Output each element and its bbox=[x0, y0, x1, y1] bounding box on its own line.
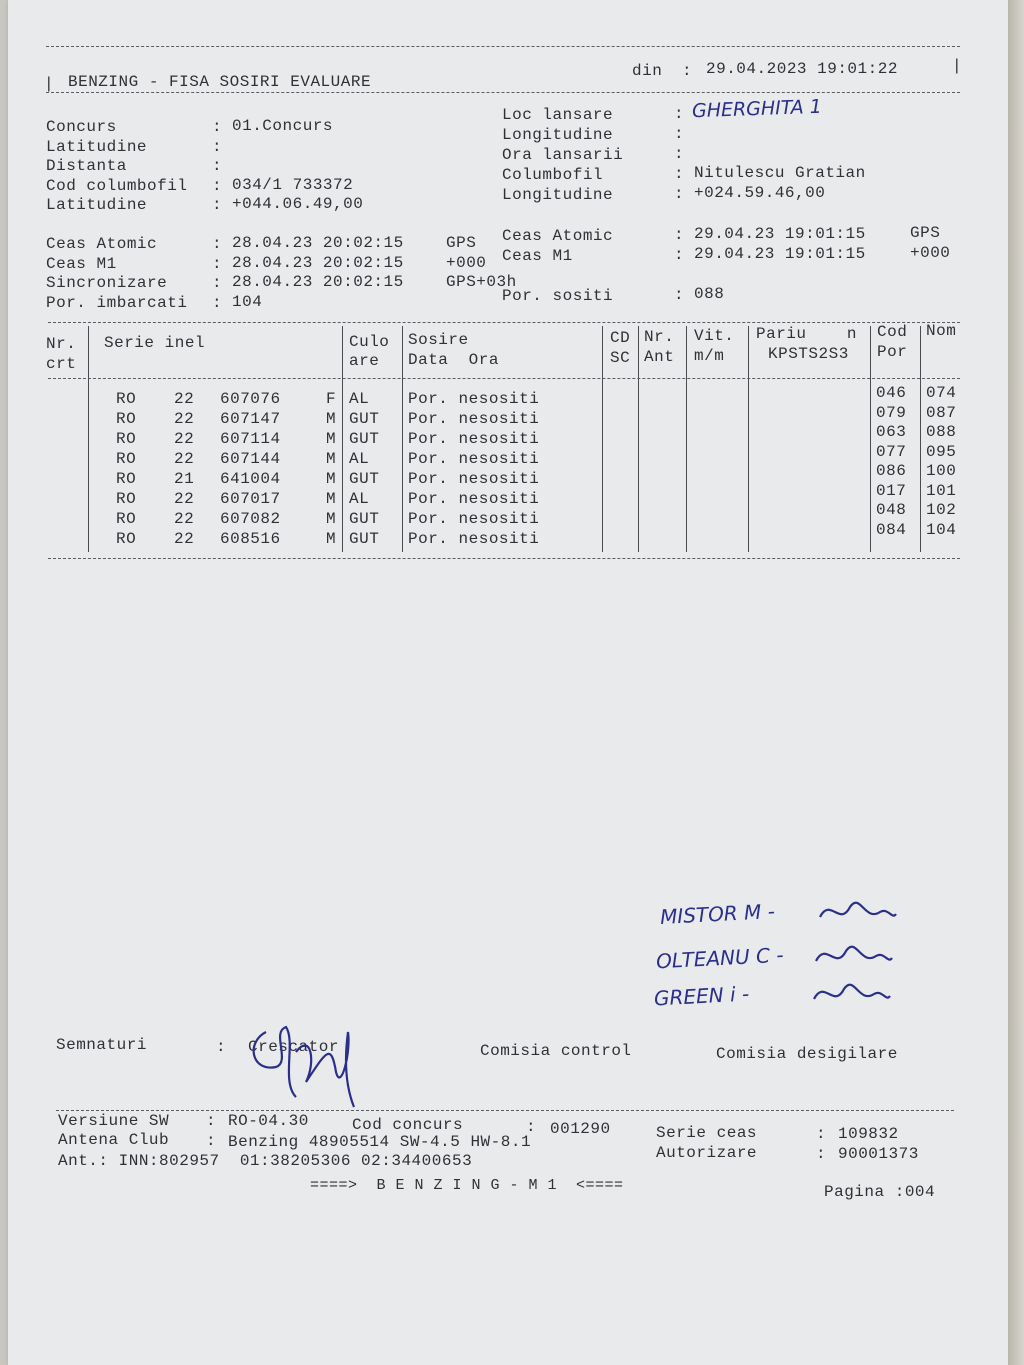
brand-line: ====> B E N Z I N G - M 1 <==== bbox=[310, 1177, 624, 1194]
left-info-sep: : bbox=[212, 157, 223, 175]
row-cod-por: 077 bbox=[876, 442, 907, 461]
row-ring: 607144 bbox=[220, 450, 281, 468]
clock-left-sep: : bbox=[212, 235, 223, 253]
header-bottom-rule bbox=[46, 92, 960, 93]
right-info-sep: : bbox=[674, 105, 685, 123]
th-kpsts: KPSTS2S3 bbox=[768, 345, 849, 363]
row-status: Por. nesositi bbox=[408, 430, 540, 448]
antena-value: Benzing 48905514 SW-4.5 HW-8.1 bbox=[228, 1133, 532, 1151]
row-color: AL bbox=[349, 450, 370, 468]
row-nom: 104 bbox=[926, 520, 957, 539]
clock-left-suffix: +000 bbox=[446, 254, 487, 272]
row-sex: M bbox=[326, 490, 337, 508]
page-number: Pagina :004 bbox=[824, 1183, 936, 1201]
table-column-line bbox=[402, 326, 403, 552]
table-column-line bbox=[686, 326, 687, 552]
comisia-control-label: Comisia control bbox=[480, 1042, 632, 1060]
right-info-sep: : bbox=[674, 165, 685, 183]
row-year: 22 bbox=[174, 450, 195, 468]
th-mm: m/m bbox=[694, 347, 725, 365]
row-year: 22 bbox=[174, 410, 195, 428]
row-cod-por: 086 bbox=[876, 462, 907, 480]
clock-left-value: 28.04.23 20:02:15 bbox=[232, 273, 404, 291]
th-are: are bbox=[349, 352, 380, 370]
serie-ceas-value: 109832 bbox=[838, 1125, 899, 1143]
th-serie: Serie inel bbox=[104, 334, 206, 352]
table-column-line bbox=[920, 326, 921, 552]
th-vit: Vit. bbox=[694, 327, 735, 345]
row-ring: 607076 bbox=[220, 390, 281, 408]
clock-left-label: Ceas M1 bbox=[46, 255, 117, 273]
th-cd: CD bbox=[610, 329, 631, 347]
autorizare-value: 90001373 bbox=[838, 1145, 919, 1163]
row-nom: 087 bbox=[926, 403, 957, 422]
row-color: GUT bbox=[349, 410, 380, 428]
table-column-line bbox=[748, 326, 749, 552]
left-info-label: Concurs bbox=[46, 118, 117, 136]
table-column-line bbox=[88, 326, 89, 552]
th-nr: Nr. bbox=[46, 335, 77, 353]
row-color: GUT bbox=[349, 530, 380, 548]
serie-ceas-label: Serie ceas bbox=[656, 1124, 758, 1142]
right-info-sep: : bbox=[674, 145, 685, 163]
table-column-line bbox=[638, 326, 639, 552]
left-info-value: 034/1 733372 bbox=[232, 175, 354, 194]
row-sex: F bbox=[326, 390, 337, 408]
right-info-value: Nitulescu Gratian bbox=[694, 164, 866, 182]
serie-ceas-sep: : bbox=[816, 1125, 827, 1143]
row-status: Por. nesositi bbox=[408, 510, 540, 528]
right-info-label: Longitudine bbox=[502, 126, 614, 144]
autorizare-label: Autorizare bbox=[656, 1144, 758, 1162]
clock-right-value: 29.04.23 19:01:15 bbox=[694, 245, 866, 263]
row-status: Por. nesositi bbox=[408, 390, 540, 408]
table-column-line bbox=[602, 326, 603, 552]
signatures-sep: : bbox=[216, 1038, 227, 1056]
row-country: RO bbox=[116, 530, 137, 548]
left-info-value: +044.06.49,00 bbox=[232, 195, 364, 213]
row-cod-por: 046 bbox=[876, 384, 907, 402]
row-year: 22 bbox=[174, 490, 195, 508]
versiune-sep: : bbox=[206, 1112, 217, 1130]
row-cod-por: 084 bbox=[876, 520, 907, 539]
row-country: RO bbox=[116, 450, 137, 468]
row-year: 21 bbox=[174, 470, 195, 488]
row-color: AL bbox=[349, 390, 370, 408]
clock-left-value: 104 bbox=[232, 293, 263, 311]
left-info-label: Distanta bbox=[46, 157, 127, 175]
left-info-label: Latitudine bbox=[46, 137, 148, 156]
clock-left-sep: : bbox=[212, 294, 223, 312]
handwritten-note: OLTEANU C - bbox=[655, 942, 785, 974]
crescator-label: Crescator bbox=[248, 1038, 339, 1056]
clock-right-label: Ceas Atomic bbox=[502, 227, 614, 245]
left-info-value: 01.Concurs bbox=[232, 117, 334, 135]
th-nom: Nom bbox=[926, 322, 957, 340]
ant-line: Ant.: INN:802957 01:38205306 02:34400653 bbox=[58, 1152, 473, 1170]
row-sex: M bbox=[326, 430, 337, 448]
right-info-label: Longitudine bbox=[502, 186, 614, 204]
row-ring: 607147 bbox=[220, 410, 281, 428]
versiune-label: Versiune SW bbox=[58, 1112, 170, 1130]
right-info-label: Ora lansarii bbox=[502, 146, 624, 164]
crescator-signature bbox=[236, 1012, 366, 1112]
row-cod-por: 063 bbox=[876, 423, 907, 441]
handwritten-note: GREEN i - bbox=[653, 981, 750, 1011]
th-por: Por bbox=[877, 343, 908, 361]
table-column-line bbox=[342, 326, 343, 552]
left-info-label: Cod columbofil bbox=[46, 176, 188, 195]
date-label: din bbox=[632, 62, 663, 80]
th-ant: Ant bbox=[644, 348, 675, 366]
right-info-sep: : bbox=[674, 125, 685, 143]
left-info-sep: : bbox=[212, 176, 223, 195]
row-color: GUT bbox=[349, 510, 380, 528]
row-nom: 088 bbox=[926, 423, 957, 441]
clock-right-sep: : bbox=[674, 226, 685, 244]
header-right-bar: | bbox=[952, 57, 963, 75]
clock-right-sep: : bbox=[674, 286, 685, 304]
left-info-sep: : bbox=[212, 118, 223, 136]
document-title: BENZING - FISA SOSIRI EVALUARE bbox=[68, 73, 372, 91]
antena-label: Antena Club bbox=[58, 1131, 170, 1149]
row-ring: 641004 bbox=[220, 470, 281, 488]
th-cod: Cod bbox=[877, 323, 908, 341]
cod-concurs-label: Cod concurs bbox=[352, 1116, 464, 1134]
right-info-sep: : bbox=[674, 185, 685, 203]
left-info-sep: : bbox=[212, 137, 223, 156]
versiune-value: RO-04.30 bbox=[228, 1112, 309, 1130]
cod-concurs-value: 001290 bbox=[550, 1120, 611, 1138]
row-year: 22 bbox=[174, 510, 195, 528]
row-country: RO bbox=[116, 510, 137, 528]
paper-stack-edge bbox=[1008, 0, 1024, 1365]
clock-right-value: 29.04.23 19:01:15 bbox=[694, 225, 866, 243]
row-cod-por: 017 bbox=[876, 481, 907, 500]
row-nom: 102 bbox=[926, 501, 957, 519]
row-year: 22 bbox=[174, 390, 195, 408]
row-sex: M bbox=[326, 510, 337, 528]
th-data-ora: Data Ora bbox=[408, 351, 499, 369]
right-info-label: Loc lansare bbox=[502, 106, 614, 124]
handwritten-initials bbox=[810, 892, 900, 932]
clock-left-suffix: GPS bbox=[446, 234, 477, 252]
row-nom: 095 bbox=[926, 442, 957, 461]
row-nom: 074 bbox=[926, 384, 957, 402]
table-header-rule bbox=[48, 378, 960, 379]
clock-left-value: 28.04.23 20:02:15 bbox=[232, 254, 404, 272]
row-color: AL bbox=[349, 490, 370, 508]
row-ring: 607017 bbox=[220, 490, 281, 508]
row-status: Por. nesositi bbox=[408, 450, 540, 468]
row-country: RO bbox=[116, 390, 137, 408]
handwritten-note: MISTOR M - bbox=[659, 899, 776, 929]
row-color: GUT bbox=[349, 430, 380, 448]
row-year: 22 bbox=[174, 530, 195, 548]
th-crt: crt bbox=[46, 355, 77, 373]
table-column-line bbox=[870, 326, 871, 552]
cod-concurs-sep: : bbox=[526, 1118, 537, 1136]
row-nom: 100 bbox=[926, 462, 957, 480]
header-left-bar: | bbox=[44, 75, 55, 93]
row-color: GUT bbox=[349, 470, 380, 488]
clock-left-value: 28.04.23 20:02:15 bbox=[232, 234, 404, 252]
clock-left-suffix: GPS+03h bbox=[446, 273, 517, 291]
row-ring: 607082 bbox=[220, 510, 281, 528]
th-sc: SC bbox=[610, 349, 631, 367]
left-info-sep: : bbox=[212, 196, 223, 214]
th-culo: Culo bbox=[349, 333, 390, 351]
right-info-label: Columbofil bbox=[502, 166, 604, 184]
table-top-rule bbox=[48, 322, 960, 323]
clock-left-label: Sincronizare bbox=[46, 274, 168, 292]
clock-left-sep: : bbox=[212, 255, 223, 273]
th-sosire: Sosire bbox=[408, 331, 469, 349]
row-year: 22 bbox=[174, 430, 195, 448]
handwritten-initials bbox=[804, 974, 894, 1014]
row-ring: 608516 bbox=[220, 530, 281, 548]
clock-right-suffix: +000 bbox=[910, 244, 951, 262]
row-status: Por. nesositi bbox=[408, 470, 540, 488]
row-nom: 101 bbox=[926, 481, 957, 500]
row-sex: M bbox=[326, 470, 337, 488]
th-pariu: Pariu n bbox=[756, 325, 858, 343]
clock-right-sep: : bbox=[674, 246, 685, 264]
clock-right-value: 088 bbox=[694, 285, 725, 303]
signatures-label: Semnaturi bbox=[56, 1036, 147, 1054]
footer-top-rule bbox=[56, 1110, 954, 1111]
clock-right-suffix: GPS bbox=[910, 224, 941, 242]
print-date: 29.04.2023 19:01:22 bbox=[706, 60, 898, 78]
row-cod-por: 079 bbox=[876, 403, 907, 422]
date-sep: : bbox=[682, 62, 693, 80]
handwritten-launch-location: GHERGHITA 1 bbox=[691, 95, 823, 123]
clock-right-label: Ceas M1 bbox=[502, 247, 573, 265]
row-cod-por: 048 bbox=[876, 501, 907, 519]
clock-right-label: Por. sositi bbox=[502, 287, 614, 305]
comisia-desigilare-label: Comisia desigilare bbox=[716, 1045, 898, 1063]
table-bottom-rule bbox=[48, 558, 960, 559]
clock-left-sep: : bbox=[212, 274, 223, 292]
clock-left-label: Ceas Atomic bbox=[46, 235, 158, 253]
row-ring: 607114 bbox=[220, 430, 281, 448]
row-status: Por. nesositi bbox=[408, 530, 540, 548]
row-country: RO bbox=[116, 470, 137, 488]
th-nr-ant: Nr. bbox=[644, 328, 675, 346]
row-country: RO bbox=[116, 410, 137, 428]
row-sex: M bbox=[326, 530, 337, 548]
row-country: RO bbox=[116, 430, 137, 448]
handwritten-initials bbox=[806, 936, 896, 976]
right-info-value: +024.59.46,00 bbox=[694, 184, 826, 202]
header-top-rule bbox=[46, 46, 960, 47]
row-sex: M bbox=[326, 410, 337, 428]
row-sex: M bbox=[326, 450, 337, 468]
clock-left-label: Por. imbarcati bbox=[46, 294, 188, 312]
row-status: Por. nesositi bbox=[408, 410, 540, 428]
left-info-label: Latitudine bbox=[46, 196, 148, 214]
row-status: Por. nesositi bbox=[408, 490, 540, 508]
row-country: RO bbox=[116, 490, 137, 508]
antena-sep: : bbox=[206, 1132, 217, 1150]
autorizare-sep: : bbox=[816, 1145, 827, 1163]
